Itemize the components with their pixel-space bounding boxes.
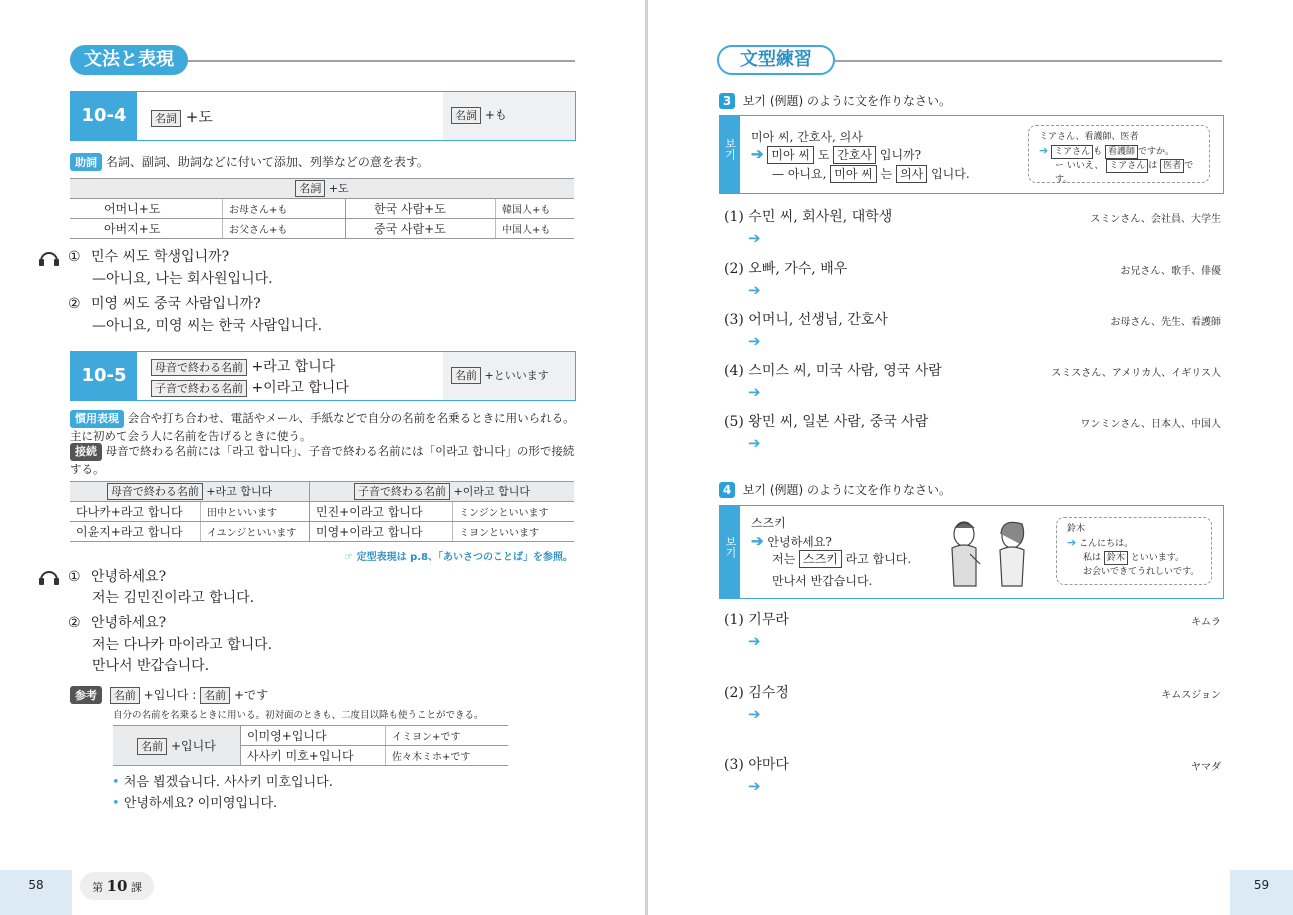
lesson-prefix: 第: [92, 881, 104, 894]
translation-line: 鈴木: [1067, 524, 1086, 534]
grammar-formula-jp: [451, 106, 507, 124]
cell-jp: ミヨンといいます: [453, 522, 575, 542]
item-translation: キムスジョン: [1161, 690, 1221, 701]
cell-jp: ミンジンといいます: [453, 502, 575, 522]
reference-head-cell: [113, 726, 241, 766]
item-prompt: 어머니, 선생님, 간호사: [748, 312, 888, 328]
arrow-icon: ➔: [748, 332, 761, 350]
boxed-word: 의사: [896, 165, 927, 183]
exercise-3-item-1: [724, 206, 892, 226]
table-head-row: [70, 482, 574, 502]
formula-mid: +입니다 :: [143, 688, 197, 702]
reference-formula: [70, 686, 268, 704]
head-rest: +입니다: [170, 738, 216, 753]
arrow-icon: ➔: [748, 705, 761, 723]
example-closing: 만나서 반갑습니다.: [772, 574, 873, 588]
table-row: [113, 726, 508, 746]
table-head-cell: [70, 179, 574, 199]
tag-idiom: 慣用表現: [70, 410, 124, 428]
table-head-row: [70, 179, 574, 199]
item-number: (3): [724, 312, 744, 328]
boxed-word: 미아 씨: [830, 165, 877, 183]
formula-jp-text: +といいます: [484, 369, 549, 382]
example-answer: 저는 김민진이라고 합니다.: [92, 590, 255, 606]
table-row: [70, 522, 574, 542]
head-rest: +도: [328, 182, 349, 195]
name-label: 名前: [137, 738, 167, 755]
item-number: (1): [724, 612, 744, 628]
grammar-10-4-table: [70, 178, 574, 239]
answer-arrow[interactable]: [748, 229, 761, 247]
answer-arrow[interactable]: [748, 434, 761, 452]
item-translation: お兄さん、歌手、俳優: [1120, 266, 1221, 277]
translation-line: ミアさん、看護師、医者: [1039, 132, 1139, 142]
arrow-icon: ➔: [1067, 536, 1077, 549]
answer-start: ー いいえ、: [1055, 161, 1104, 171]
reference-bullet: • 안녕하세요? 이미영입니다.: [112, 796, 278, 811]
desc-text: 名詞、副詞、助詞などに付いて添加、列挙などの意を表す。: [105, 155, 429, 169]
item-prompt: 수민 씨, 회사원, 대학생: [748, 209, 893, 225]
cell-ko: 중국 사람+도: [346, 219, 496, 239]
audio-track-24[interactable]: [38, 249, 60, 271]
bogi-label: [720, 506, 740, 598]
example-answer: 저는 다나카 마이라고 합니다.: [92, 637, 273, 653]
translation-text: こんにちは。: [1079, 539, 1134, 549]
example-intro: [772, 550, 911, 568]
example-answer: 만나서 반갑습니다.: [92, 658, 210, 674]
vowel-name-label: 母音で終わる名前: [151, 359, 247, 376]
exercise-3-item-5: [724, 411, 928, 431]
left-page: [0, 0, 645, 915]
desc-text: 会合や打ち合わせ、電話やメール、手紙などで自分の名前を名乗るときに用いられる。主に初めて会う人に名前を告げるときに使う。: [70, 411, 575, 443]
cell-ko: 미영+이라고 합니다: [310, 522, 453, 542]
head-rest: +라고 합니다: [206, 485, 273, 498]
exercise-4-instruction: [719, 481, 951, 498]
boxed-word: 간호사: [833, 146, 876, 164]
cell-jp: お父さん+も: [223, 219, 346, 239]
example-answer: —아니요, 나는 회사원입니다.: [92, 271, 273, 287]
particle: は: [1148, 161, 1158, 171]
page-number: 58: [0, 870, 72, 915]
item-prompt: 오빠, 가수, 배우: [748, 261, 848, 277]
example-number: ②: [68, 296, 81, 312]
section-title-grammar: 文法と表現: [70, 45, 188, 75]
item-prompt: 왕민 씨, 일본 사람, 중국 사람: [748, 414, 929, 430]
grammar-10-5-table: [70, 481, 574, 542]
arrow-icon: ➔: [1039, 144, 1049, 157]
name-label: 名前: [110, 687, 140, 704]
cell-jp: 田中といいます: [201, 502, 310, 522]
cell-ko: 아버지+도: [70, 219, 223, 239]
intro-start: 私は: [1083, 553, 1102, 563]
example-answer: [772, 165, 970, 183]
grammar-formula-jp: [451, 367, 549, 384]
item-translation: スミンさん、会社員、大学生: [1090, 214, 1221, 225]
arrow-icon: ➔: [748, 434, 761, 452]
item-number: (1): [724, 209, 744, 225]
cell-jp: 韓国人+も: [496, 199, 575, 219]
section-title-practice: 文型練習: [717, 45, 835, 75]
boxed-word: 미아 씨: [767, 146, 814, 164]
lesson-number: 10: [106, 877, 128, 895]
name-label-jp: 名前: [451, 367, 481, 384]
translation-line: [1039, 144, 1209, 159]
cell-ko: 다나카+라고 합니다: [70, 502, 201, 522]
item-number: (2): [724, 685, 744, 701]
item-prompt: 김수정: [748, 685, 789, 701]
instruction-text: 보기 (例題) のように文を作りなさい。: [742, 483, 952, 497]
cell-jp: 佐々木ミホ+です: [386, 746, 509, 766]
intro-end: 라고 합니다.: [845, 552, 912, 566]
boxed-word: 스즈키: [799, 550, 842, 568]
grammar-code: 10-4: [71, 92, 137, 140]
lesson-suffix: 課: [130, 881, 142, 894]
example-line: 미영 씨도 중국 사람입니까?: [91, 296, 261, 312]
exercise-3-example-box: [719, 115, 1224, 194]
item-number: (5): [724, 414, 744, 430]
answer-arrow[interactable]: [748, 383, 761, 401]
exercise-3-item-4: [724, 360, 942, 380]
exercise-3-item-3: [724, 309, 888, 329]
noun-label-jp: 名詞: [451, 107, 481, 124]
noun-label: 名詞: [295, 180, 325, 197]
vowel-name-label: 母音で終わる名前: [107, 483, 203, 500]
grammar-10-5-desc2: [70, 443, 576, 477]
formula-text: +이라고 합니다: [251, 380, 349, 396]
formula-jp-text: +も: [484, 108, 507, 122]
tag-connection: 接続: [70, 443, 102, 461]
table-row: [70, 219, 574, 239]
answer-arrow[interactable]: [748, 705, 761, 723]
grammar-10-4-header: [70, 91, 576, 141]
particle: も: [1093, 147, 1103, 157]
tag-particle: 助詞: [70, 153, 102, 171]
ending: 입니다.: [931, 167, 970, 181]
table-row: [70, 502, 574, 522]
bullet-text: 처음 뵙겠습니다. 사사키 미호입니다.: [123, 775, 333, 790]
arrow-icon: ➔: [748, 281, 761, 299]
grammar-10-5-header: [70, 351, 576, 401]
reference-desc: 自分の名前を名乗るときに用いる。初対面のときも、二度目以降も使うことができる。: [113, 710, 484, 721]
example-prompt: 미아 씨, 간호사, 의사: [751, 130, 863, 144]
item-translation: キムラ: [1191, 617, 1221, 628]
boxed-word: ミアさん: [1051, 145, 1093, 159]
greeting-text: 안녕하세요?: [767, 535, 832, 549]
example-translation: [1056, 517, 1212, 585]
arrow-icon: ➔: [751, 145, 764, 163]
boxed-word: ミアさん: [1106, 159, 1148, 173]
grammar-10-5-desc1: [70, 410, 576, 444]
audio-number: 25: [44, 577, 52, 584]
example-answer: —아니요, 미영 씨는 한국 사람입니다.: [92, 318, 323, 334]
translation-line: お会いできてうれしいです。: [1083, 567, 1200, 577]
section-rule: [835, 60, 1222, 62]
table-head-cell: [310, 482, 575, 502]
exercise-3-item-2: [724, 258, 847, 278]
item-prompt: 기무라: [748, 612, 789, 628]
section-rule: [188, 60, 575, 62]
cell-ko: 이윤지+라고 합니다: [70, 522, 201, 542]
answer-arrow[interactable]: [748, 777, 761, 795]
cell-ko: 이미영+입니다: [241, 726, 386, 746]
cell-jp: お母さん+も: [223, 199, 346, 219]
exercise-4-example-box: [719, 505, 1224, 599]
exercise-3-instruction: [719, 92, 951, 109]
ending: ですか。: [1138, 147, 1175, 157]
item-prompt: 야마다: [748, 757, 789, 773]
answer-start: — 아니요,: [772, 167, 827, 181]
name-label: 名前: [200, 687, 230, 704]
intro-start: 저는: [772, 552, 796, 566]
example-number: ①: [68, 249, 81, 265]
table-head-cell: [70, 482, 310, 502]
translation-line: [1067, 551, 1211, 565]
intro-end: といいます。: [1130, 553, 1185, 563]
example-2: [68, 612, 166, 632]
formula-end: +です: [234, 688, 269, 702]
item-translation: スミスさん、アメリカ人、イギリス人: [1051, 368, 1221, 379]
cell-jp: イユンジといいます: [201, 522, 310, 542]
reference-note: ☞ 定型表現は p.8、「あいさつのことば」を参照。: [344, 552, 573, 563]
example-greeting: [751, 532, 832, 550]
audio-track-25[interactable]: [38, 568, 60, 590]
cell-jp: 中国人+も: [496, 219, 575, 239]
exercise-4-item-1: [724, 609, 789, 629]
arrow-icon: ➔: [751, 532, 764, 550]
page-number: 59: [1230, 870, 1293, 915]
example-line: 안녕하세요?: [91, 569, 167, 585]
desc-text: 母音で終わる名前には「라고 합니다」、子音で終わる名前には「이라고 합니다」の形で接続する。: [70, 444, 575, 476]
formula-vowel: [151, 356, 335, 376]
bogi-text: 보기: [724, 536, 737, 558]
exercise-number: 3: [719, 93, 735, 109]
exercise-number: 4: [719, 482, 735, 498]
noun-label: 名詞: [151, 110, 181, 127]
formula-text: +라고 합니다: [251, 359, 336, 375]
people-illustration: [942, 514, 1034, 592]
reference-table: [113, 725, 508, 766]
example-translation: [1028, 125, 1210, 183]
cell-ko: 민진+이라고 합니다: [310, 502, 453, 522]
arrow-icon: ➔: [748, 383, 761, 401]
grammar-10-4-desc: [70, 153, 429, 171]
answer-arrow[interactable]: [748, 281, 761, 299]
table-row: [70, 199, 574, 219]
tag-reference: 参考: [70, 686, 102, 704]
exercise-4-item-3: [724, 754, 789, 774]
example-number: ②: [68, 615, 81, 631]
grammar-formula-ko: [151, 106, 213, 127]
cell-ko: 한국 사람+도: [346, 199, 496, 219]
lesson-label: [80, 872, 154, 900]
formula-consonant: [151, 377, 349, 397]
particle: 는: [880, 167, 893, 181]
grammar-code: 10-5: [71, 352, 137, 400]
item-translation: お母さん、先生、看護師: [1110, 317, 1221, 328]
arrow-icon: ➔: [748, 229, 761, 247]
reference-bullet: • 처음 뵙겠습니다. 사사키 미호입니다.: [112, 775, 333, 790]
example-line: 안녕하세요?: [91, 615, 167, 631]
boxed-word: 鈴木: [1104, 551, 1128, 565]
item-translation: ヤマダ: [1191, 762, 1221, 773]
bogi-text: 보기: [723, 138, 737, 160]
consonant-name-label: 子音で終わる名前: [151, 380, 247, 397]
translation-line: [1067, 536, 1211, 551]
item-translation: ワンミンさん、日本人、中国人: [1080, 419, 1221, 430]
answer-arrow[interactable]: [748, 332, 761, 350]
instruction-text: 보기 (例題) のように文を作りなさい。: [742, 94, 952, 108]
arrow-icon: ➔: [748, 632, 761, 650]
head-rest: +이라고 합니다: [453, 485, 530, 498]
item-number: (2): [724, 261, 744, 277]
ending: 입니까?: [879, 148, 922, 162]
arrow-icon: ➔: [748, 777, 761, 795]
cell-jp: イミヨン+です: [386, 726, 509, 746]
example-2: [68, 293, 261, 313]
example-prompt: 스즈키: [751, 516, 786, 530]
bullet-text: 안녕하세요? 이미영입니다.: [123, 796, 278, 811]
example-line: 민수 씨도 학생입니까?: [91, 249, 230, 265]
exercise-4-item-2: [724, 682, 789, 702]
translation-line: [1039, 159, 1209, 187]
boxed-word: 医者: [1160, 159, 1184, 173]
formula-ko-text: +도: [185, 108, 213, 126]
example-question: [751, 145, 921, 164]
cell-ko: 어머니+도: [70, 199, 223, 219]
ending: です。: [1055, 161, 1194, 185]
cell-ko: 사사키 미호+입니다: [241, 746, 386, 766]
consonant-name-label: 子音で終わる名前: [354, 483, 450, 500]
example-1: [68, 566, 166, 586]
audio-number: 24: [44, 258, 52, 265]
bogi-label: [720, 116, 740, 193]
answer-arrow[interactable]: [748, 632, 761, 650]
particle: 도: [817, 148, 830, 162]
example-number: ①: [68, 569, 81, 585]
example-1: [68, 246, 229, 266]
item-number: (4): [724, 363, 744, 379]
item-number: (3): [724, 757, 744, 773]
item-prompt: 스미스 씨, 미국 사람, 영국 사람: [748, 363, 942, 379]
boxed-word: 看護師: [1105, 145, 1138, 159]
